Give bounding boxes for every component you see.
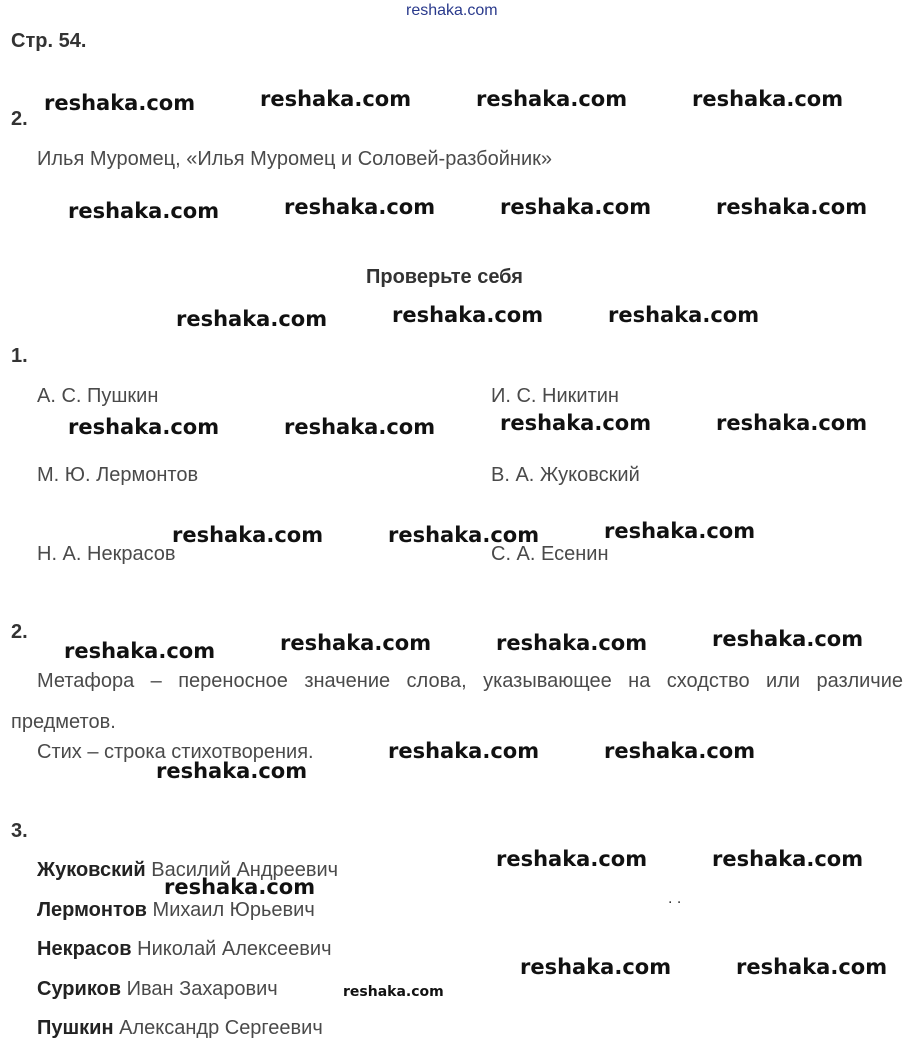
poet-surname: Пушкин xyxy=(37,1017,114,1039)
top-watermark: reshaka.com xyxy=(406,2,498,19)
poet-surname: Суриков xyxy=(37,978,122,1000)
poet-name xyxy=(37,938,331,961)
watermark: reshaka.com xyxy=(172,523,324,547)
poet-given-names: Александр Сергеевич xyxy=(113,1017,323,1039)
watermark: reshaka.com xyxy=(284,415,436,439)
watermark: reshaka.com xyxy=(604,739,756,763)
watermark: reshaka.com xyxy=(736,955,888,979)
watermark: reshaka.com xyxy=(156,759,308,783)
q1-left-item: М. Ю. Лермонтов xyxy=(37,464,199,486)
q1-right-item: И. С. Никитин xyxy=(491,385,619,407)
poet-name xyxy=(37,978,278,1001)
watermark: reshaka.com xyxy=(68,199,220,223)
q1-left-item: А. С. Пушкин xyxy=(37,385,159,407)
watermark: reshaka.com xyxy=(64,639,216,663)
q1-right-item: С. А. Есенин xyxy=(491,543,609,565)
metaphor-definition: Метафора – переносное значение слова, указывающее на сходство или различие предметов. xyxy=(11,670,903,733)
watermark: reshaka.com xyxy=(176,307,328,331)
watermark: reshaka.com xyxy=(44,91,196,115)
watermark: reshaka.com xyxy=(496,847,648,871)
watermark: reshaka.com xyxy=(712,627,864,651)
watermark: reshaka.com xyxy=(520,955,672,979)
watermark: reshaka.com xyxy=(608,303,760,327)
watermark: reshaka.com xyxy=(388,739,540,763)
watermark: reshaka.com xyxy=(716,195,868,219)
q2-number: 2. xyxy=(11,621,28,643)
q3-number: 3. xyxy=(11,820,28,842)
poet-given-names: Иван Захарович xyxy=(121,978,278,1000)
q1-right-item: В. А. Жуковский xyxy=(491,464,640,486)
watermark: reshaka.com xyxy=(284,195,436,219)
poet-given-names: Николай Алексеевич xyxy=(131,938,332,960)
task2-number: 2. xyxy=(11,108,28,130)
task2-answer: Илья Муромец, «Илья Муромец и Соловей-разбойник» xyxy=(37,148,552,170)
watermark: reshaka.com xyxy=(496,631,648,655)
watermark: reshaka.com xyxy=(692,87,844,111)
poet-name xyxy=(37,1017,323,1040)
stray-dots: . . xyxy=(668,890,682,907)
watermark: reshaka.com xyxy=(392,303,544,327)
poet-surname: Лермонтов xyxy=(37,899,147,921)
poet-name xyxy=(37,899,315,922)
watermark: reshaka.com xyxy=(164,875,316,899)
watermark: reshaka.com xyxy=(476,87,628,111)
watermark: reshaka.com xyxy=(604,519,756,543)
q1-number: 1. xyxy=(11,345,28,367)
watermark: reshaka.com xyxy=(343,984,444,1000)
poet-surname: Жуковский xyxy=(37,859,146,881)
watermark: reshaka.com xyxy=(716,411,868,435)
watermark: reshaka.com xyxy=(500,411,652,435)
poet-given-names: Михаил Юрьевич xyxy=(146,899,315,921)
page-title: Стр. 54. xyxy=(11,30,87,52)
watermark: reshaka.com xyxy=(68,415,220,439)
watermark: reshaka.com xyxy=(260,87,412,111)
watermark: reshaka.com xyxy=(500,195,652,219)
watermark: reshaka.com xyxy=(280,631,432,655)
watermark: reshaka.com xyxy=(388,523,540,547)
poet-surname: Некрасов xyxy=(37,938,132,960)
q1-left-item: Н. А. Некрасов xyxy=(37,543,176,565)
watermark: reshaka.com xyxy=(712,847,864,871)
poet-given-names: Василий Андреевич xyxy=(145,859,339,881)
section-heading: Проверьте себя xyxy=(366,266,523,288)
verse-definition: Стих – строка стихотворения. xyxy=(37,741,314,763)
